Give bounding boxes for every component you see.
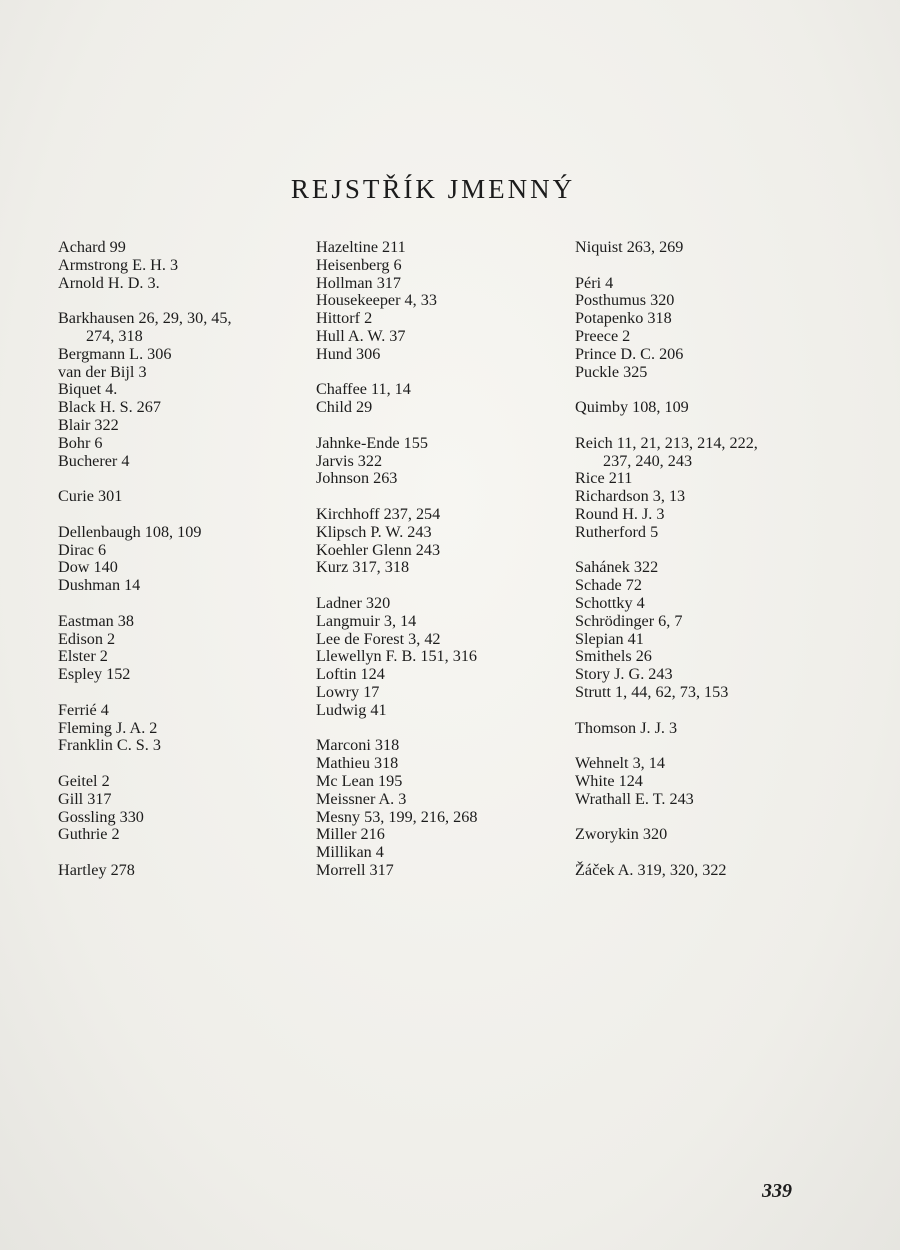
entry-gap bbox=[575, 381, 820, 399]
index-entry: Curie 301 bbox=[58, 487, 123, 506]
index-entry-continuation: 274, 318 bbox=[86, 326, 143, 345]
index-column-3 bbox=[575, 239, 820, 880]
index-entry: Mesny 53, 199, 216, 268 bbox=[316, 807, 478, 826]
index-entry: Klipsch P. W. 243 bbox=[316, 522, 432, 541]
index-entry: Potapenko 318 bbox=[575, 309, 672, 328]
index-entry: Péri 4 bbox=[575, 273, 614, 292]
index-entry: Geitel 2 bbox=[58, 771, 110, 790]
index-entry: Dushman 14 bbox=[58, 576, 141, 595]
index-entry: Jarvis 322 bbox=[316, 451, 383, 470]
index-entry: Franklin C. S. 3 bbox=[58, 736, 161, 755]
entry-gap bbox=[575, 257, 820, 275]
index-entry: Koehler Glenn 243 bbox=[316, 540, 441, 559]
index-entry: Kirchhoff 237, 254 bbox=[316, 504, 441, 523]
index-entry: Child 29 bbox=[316, 398, 373, 417]
entry-gap bbox=[575, 844, 820, 862]
entry-gap bbox=[316, 720, 561, 738]
index-entry: Preece 2 bbox=[575, 326, 631, 345]
index-entry: Zworykin 320 bbox=[575, 825, 668, 844]
entry-gap bbox=[575, 809, 820, 827]
index-entry: Barkhausen 26, 29, 30, 45, bbox=[58, 309, 232, 328]
index-entry: Wrathall E. T. 243 bbox=[575, 789, 694, 808]
index-entry: Dellenbaugh 108, 109 bbox=[58, 522, 202, 541]
index-entry: Schrödinger 6, 7 bbox=[575, 611, 683, 630]
index-entry: Strutt 1, 44, 62, 73, 153 bbox=[575, 682, 729, 701]
index-entry: Slepian 41 bbox=[575, 629, 644, 648]
index-entry: Espley 152 bbox=[58, 665, 131, 684]
index-entry: Posthumus 320 bbox=[575, 291, 675, 310]
index-entry: Hull A. W. 37 bbox=[316, 326, 406, 345]
entry-gap bbox=[316, 417, 561, 435]
index-entry: Marconi 318 bbox=[316, 736, 400, 755]
index-entry: van der Bijl 3 bbox=[58, 362, 147, 381]
index-entry: Gill 317 bbox=[58, 789, 112, 808]
index-entry: Smithels 26 bbox=[575, 647, 652, 666]
index-entry: Fleming J. A. 2 bbox=[58, 718, 158, 737]
index-entry: Eastman 38 bbox=[58, 611, 134, 630]
index-entry: Blair 322 bbox=[58, 415, 119, 434]
index-column-1 bbox=[58, 239, 303, 880]
index-entry: Rice 211 bbox=[575, 469, 633, 488]
index-entry: Hollman 317 bbox=[316, 273, 401, 292]
index-entry: Schottky 4 bbox=[575, 593, 645, 612]
entry-gap bbox=[58, 755, 303, 773]
index-entry: Puckle 325 bbox=[575, 362, 648, 381]
entry-gap bbox=[58, 292, 303, 310]
entry-gap bbox=[575, 417, 820, 435]
index-entry: Sahánek 322 bbox=[575, 558, 659, 577]
index-entry: Kurz 317, 318 bbox=[316, 558, 410, 577]
index-entry: Lee de Forest 3, 42 bbox=[316, 629, 441, 648]
index-column-2 bbox=[316, 239, 561, 880]
index-entry: Wehnelt 3, 14 bbox=[575, 754, 665, 773]
entry-gap bbox=[575, 737, 820, 755]
index-entry: Dirac 6 bbox=[58, 540, 107, 559]
entry-gap bbox=[58, 506, 303, 524]
index-entry: Niquist 263, 269 bbox=[575, 238, 684, 256]
index-entry: Arnold H. D. 3. bbox=[58, 273, 160, 292]
entry-gap bbox=[58, 684, 303, 702]
entry-gap bbox=[58, 470, 303, 488]
entry-gap bbox=[316, 577, 561, 595]
entry-gap bbox=[575, 542, 820, 560]
index-entry: Guthrie 2 bbox=[58, 825, 120, 844]
index-entry: Hittorf 2 bbox=[316, 309, 373, 328]
index-entry: Žáček A. 319, 320, 322 bbox=[575, 860, 727, 879]
index-entry: Ferrié 4 bbox=[58, 700, 109, 719]
index-entry: Reich 11, 21, 213, 214, 222, bbox=[575, 433, 758, 452]
index-entry: Johnson 263 bbox=[316, 469, 398, 488]
entry-gap bbox=[58, 844, 303, 862]
page-title: REJSTŘÍK JMENNÝ bbox=[290, 174, 576, 204]
index-entry: Miller 216 bbox=[316, 825, 385, 844]
index-entry: Story J. G. 243 bbox=[575, 665, 673, 684]
index-entry: Schade 72 bbox=[575, 576, 642, 595]
index-entry: Morrell 317 bbox=[316, 860, 394, 879]
index-entry: Mathieu 318 bbox=[316, 754, 399, 773]
index-entry: Hartley 278 bbox=[58, 860, 135, 879]
index-entry: Ladner 320 bbox=[316, 593, 391, 612]
index-entry: Bohr 6 bbox=[58, 433, 103, 452]
index-entry: Thomson J. J. 3 bbox=[575, 718, 678, 737]
index-entry: Hazeltine 211 bbox=[316, 238, 406, 256]
index-entry: Ludwig 41 bbox=[316, 700, 387, 719]
index-entry: Richardson 3, 13 bbox=[575, 487, 686, 506]
index-entry: Black H. S. 267 bbox=[58, 398, 161, 417]
entry-gap bbox=[316, 488, 561, 506]
page-number: 339 bbox=[762, 1180, 792, 1202]
index-entry: Jahnke-Ende 155 bbox=[316, 433, 428, 452]
index-entry: Dow 140 bbox=[58, 558, 118, 577]
index-entry: Achard 99 bbox=[58, 238, 126, 256]
index-entry: Heisenberg 6 bbox=[316, 255, 402, 274]
index-entry: Chaffee 11, 14 bbox=[316, 380, 411, 399]
index-entry: Meissner A. 3 bbox=[316, 789, 407, 808]
index-entry: Biquet 4. bbox=[58, 380, 118, 399]
index-entry: Prince D. C. 206 bbox=[575, 344, 684, 363]
index-entry: Lowry 17 bbox=[316, 682, 380, 701]
index-entry: White 124 bbox=[575, 771, 643, 790]
index-entry-continuation: 237, 240, 243 bbox=[603, 451, 693, 470]
index-entry: Loftin 124 bbox=[316, 665, 385, 684]
index-entry: Rutherford 5 bbox=[575, 522, 659, 541]
index-entry: Housekeeper 4, 33 bbox=[316, 291, 437, 310]
index-entry: Langmuir 3, 14 bbox=[316, 611, 417, 630]
index-entry: Millikan 4 bbox=[316, 843, 384, 862]
index-entry: Llewellyn F. B. 151, 316 bbox=[316, 647, 478, 666]
index-entry: Quimby 108, 109 bbox=[575, 398, 689, 417]
entry-gap bbox=[58, 595, 303, 613]
index-entry: Mc Lean 195 bbox=[316, 771, 403, 790]
index-entry: Round H. J. 3 bbox=[575, 504, 665, 523]
entry-gap bbox=[575, 702, 820, 720]
index-entry: Edison 2 bbox=[58, 629, 116, 648]
index-entry: Elster 2 bbox=[58, 647, 108, 666]
entry-gap bbox=[316, 364, 561, 382]
index-entry: Armstrong E. H. 3 bbox=[58, 255, 179, 274]
index-entry: Bucherer 4 bbox=[58, 451, 130, 470]
index-entry: Gossling 330 bbox=[58, 807, 144, 826]
index-entry: Bergmann L. 306 bbox=[58, 344, 172, 363]
index-entry: Hund 306 bbox=[316, 344, 381, 363]
